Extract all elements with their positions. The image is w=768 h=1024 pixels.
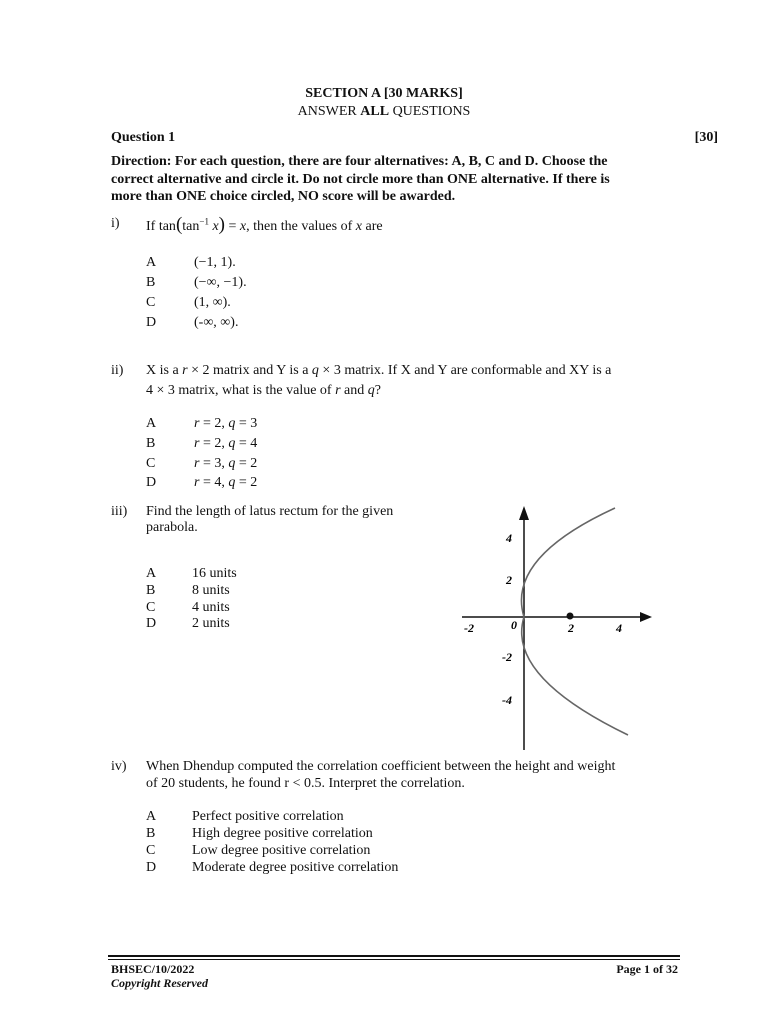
option-letter[interactable]: C [146,600,156,615]
option-text: Perfect positive correlation [192,809,344,824]
y-tick-label: 2 [506,573,512,587]
option-text: 2 units [192,616,230,631]
x-axis-arrow [640,612,652,622]
q3-stem-line1: Find the length of latus rectum for the given [146,504,394,519]
option-letter[interactable]: A [146,566,157,581]
question-marks: [30] [694,130,718,145]
q4-number: iv) [111,759,127,774]
option-text: 8 units [192,583,230,598]
y-tick-label: -4 [502,693,512,707]
option-letter[interactable]: A [146,416,157,431]
option-letter[interactable]: A [146,809,157,824]
focus-point [567,613,574,620]
y-tick-label: -2 [502,650,512,664]
option-text: (−∞, −1). [194,275,247,290]
x-tick-label: 2 [568,621,574,635]
option-letter[interactable]: C [146,295,156,310]
option-text: 16 units [192,566,237,581]
exam-code: BHSEC/10/2022 [111,962,195,976]
q4-stem-line1: When Dhendup computed the correlation coefficient between the height and weight [146,759,616,774]
option-text: High degree positive correlation [192,826,373,841]
copyright-text: Copyright Reserved [111,976,208,990]
y-tick-label: 4 [506,531,512,545]
direction-text: Direction: For each question, there are four alternatives: A, B, C and D. Choose the correct alternative and circle it. Do not circle more than ONE alternative. If there is more than ONE choice circled, NO score will be awarded. [111,154,610,204]
q2-number: ii) [111,363,124,378]
option-text: r = 4, q = 2 [194,475,258,490]
q3-stem-line2: parabola. [146,520,198,535]
option-letter[interactable]: B [146,436,156,451]
parabola-graph [450,500,660,750]
option-letter[interactable]: D [146,616,157,631]
option-text: (−1, 1). [194,255,236,270]
option-text: 4 units [192,600,230,615]
q4-stem-line2: of 20 students, he found r < 0.5. Interpret the correlation. [146,776,465,791]
option-letter[interactable]: A [146,255,157,270]
option-letter[interactable]: D [146,475,157,490]
q1-number: i) [111,216,120,231]
option-letter[interactable]: B [146,826,156,841]
x-tick-label: 4 [616,621,622,635]
question-title: Question 1 [111,130,176,145]
page-number: Page 1 of 32 [616,962,678,976]
x-tick-label: 0 [511,618,517,632]
option-text: r = 2, q = 3 [194,416,258,431]
q2-stem-line1: X is a r × 2 matrix and Y is a q × 3 matrix. If X and Y are conformable and XY is a [146,363,612,378]
q2-stem-line2: 4 × 3 matrix, what is the value of r and q? [146,383,381,398]
option-letter[interactable]: C [146,843,156,858]
option-letter[interactable]: D [146,860,157,875]
option-text: Low degree positive correlation [192,843,371,858]
option-text: r = 2, q = 4 [194,436,258,451]
option-letter[interactable]: C [146,456,156,471]
q3-number: iii) [111,504,128,519]
option-text: (-∞, ∞). [194,315,239,330]
parabola-curve [521,508,628,735]
q1-stem: If $\tan(\tan^{-1}$ x) = x, then the values of x are [146,214,383,235]
footer-rule [108,955,680,957]
option-text: Moderate degree positive correlation [192,860,399,875]
footer-rule [108,959,680,960]
option-letter[interactable]: B [146,583,156,598]
y-axis-arrow [519,506,529,520]
option-letter[interactable]: B [146,275,156,290]
option-text: (1, ∞). [194,295,231,310]
option-letter[interactable]: D [146,315,157,330]
option-text: r = 3, q = 2 [194,456,258,471]
section-heading: SECTION A [30 MARKS] [305,86,463,101]
x-tick-label: -2 [464,621,474,635]
answer-all-instruction: ANSWER ALL QUESTIONS [297,104,471,119]
